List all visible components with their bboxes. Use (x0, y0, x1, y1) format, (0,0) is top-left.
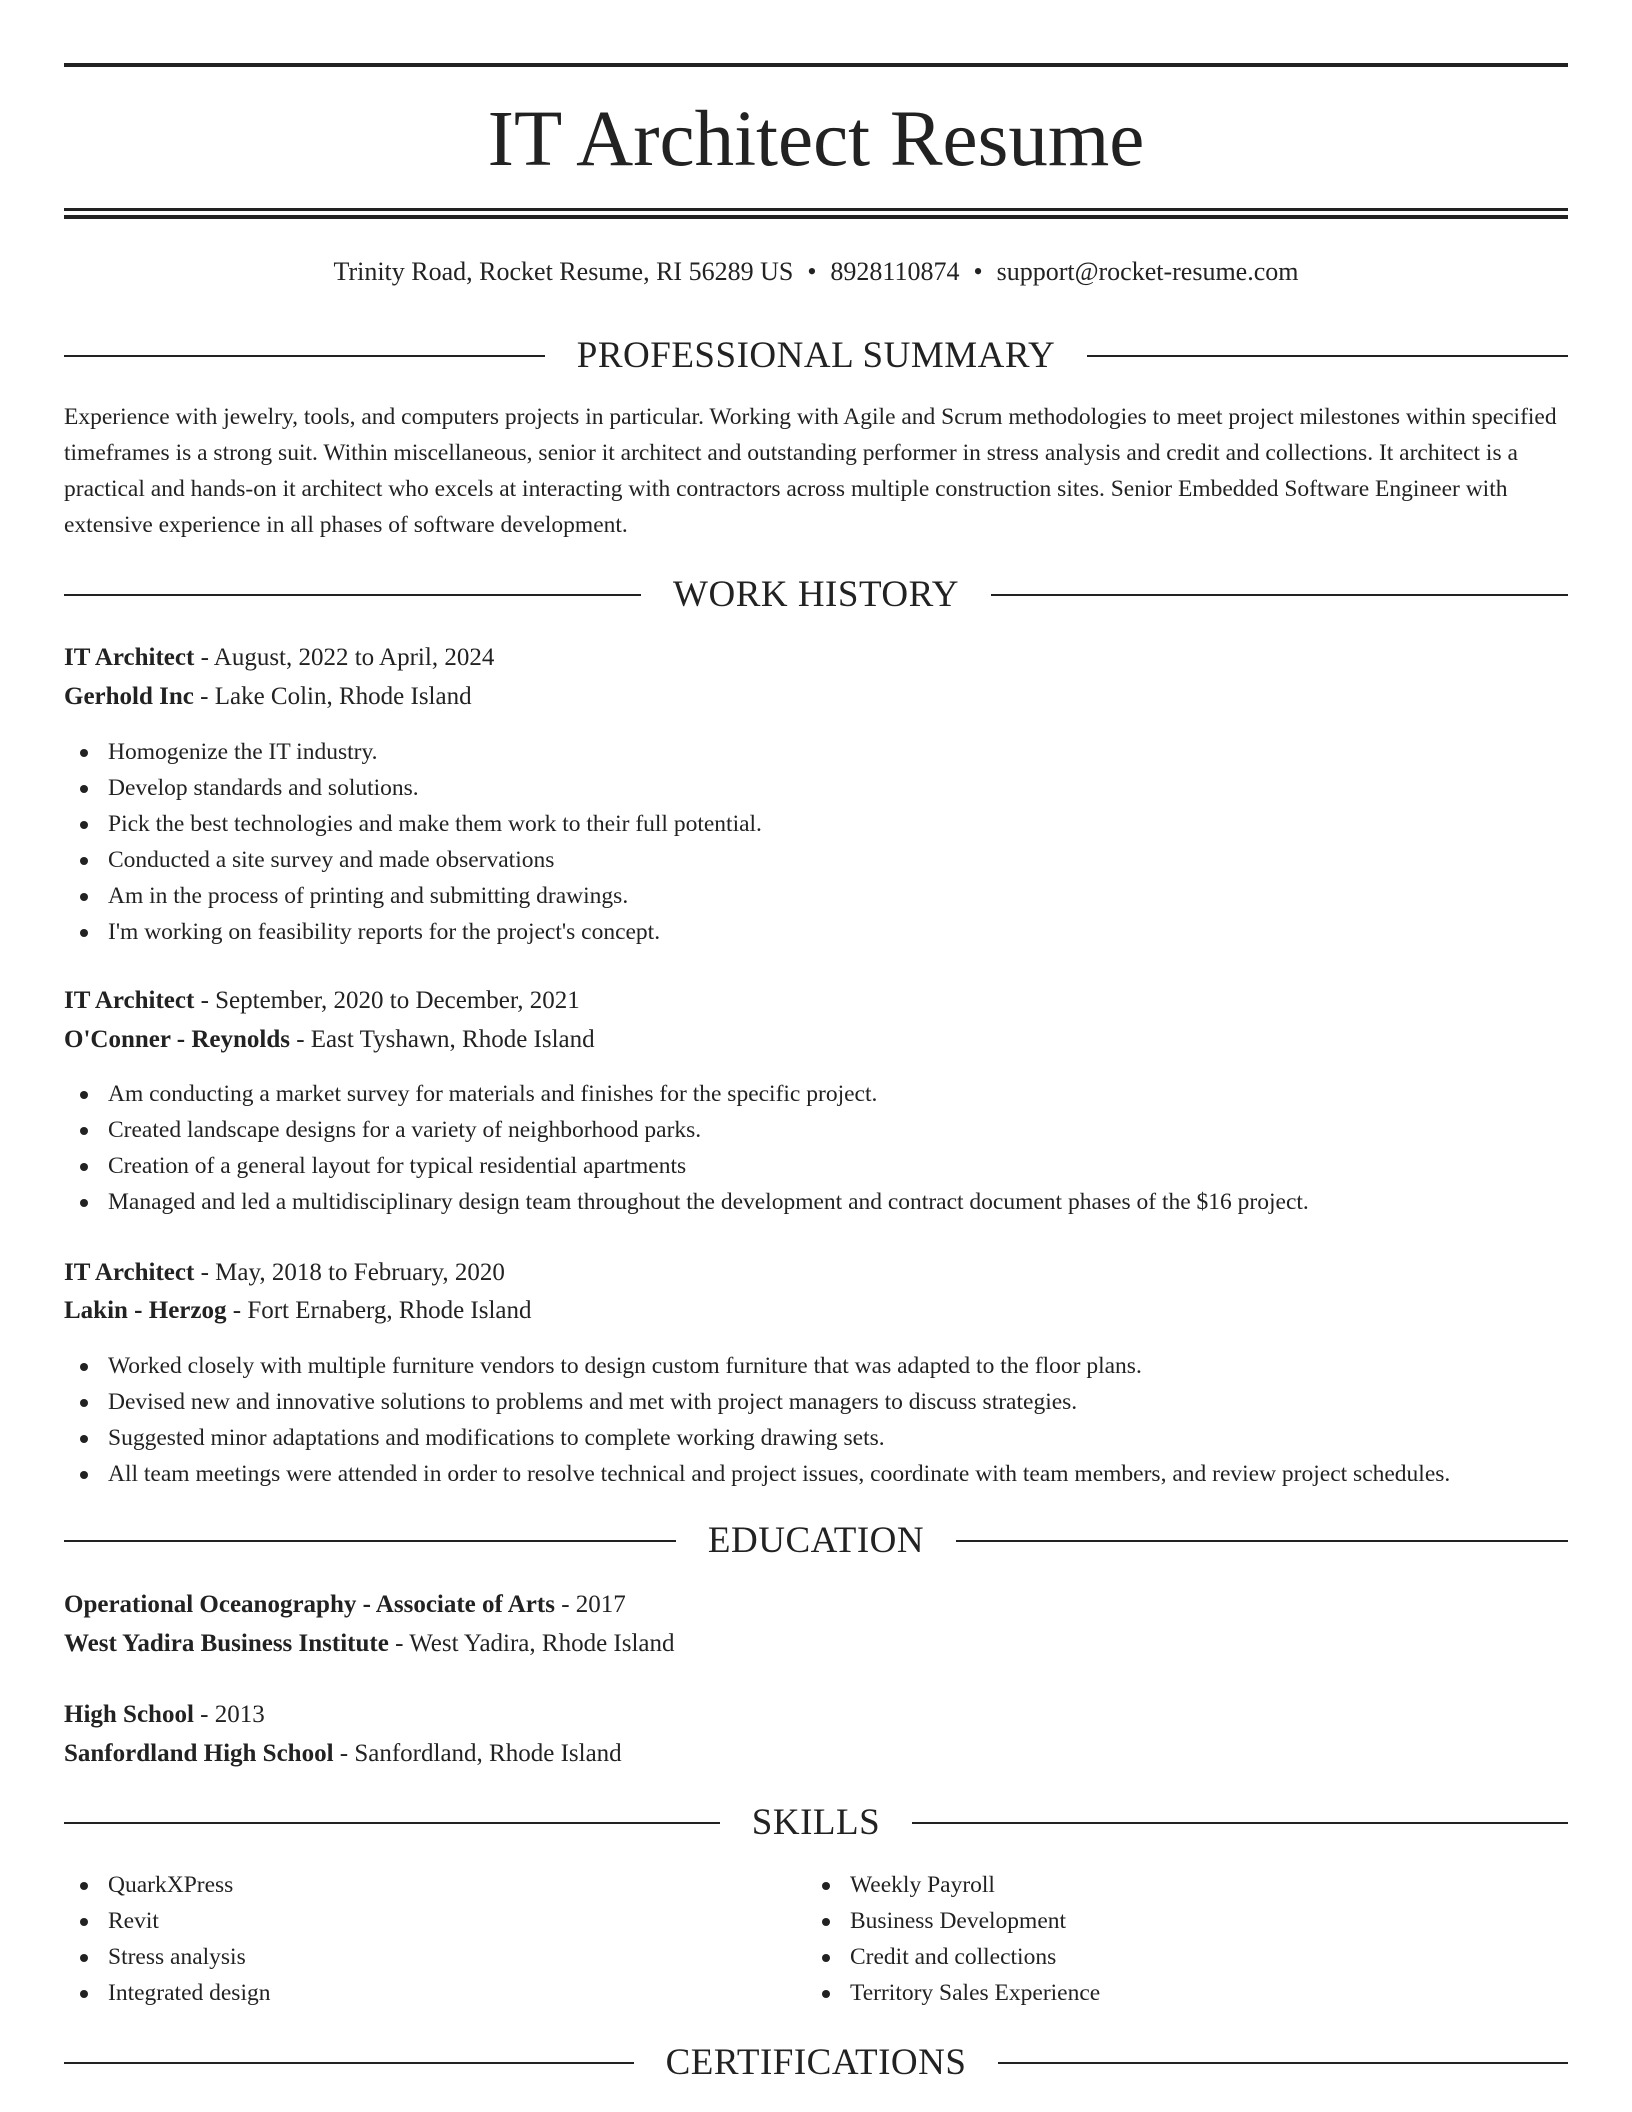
list-item: Am conducting a market survey for materials and finishes for the specific project. (64, 1076, 1568, 1112)
job-dates: - September, 2020 to December, 2021 (194, 987, 580, 1014)
contact-separator: • (807, 257, 817, 286)
job-dates: - May, 2018 to February, 2020 (194, 1259, 505, 1286)
list-item: Creation of a general layout for typical residential apartments (64, 1148, 1568, 1184)
job-location: - Fort Ernaberg, Rhode Island (226, 1297, 532, 1324)
education-school-line (64, 1737, 1568, 1771)
job-title-line (64, 1256, 1568, 1290)
education-degree: Operational Oceanography - Associate of Arts (64, 1591, 555, 1618)
section-title: WORK HISTORY (673, 574, 959, 615)
list-item: Develop standards and solutions. (64, 770, 1568, 806)
resume-title: IT Architect Resume (487, 96, 1145, 183)
section-rule (64, 2062, 634, 2064)
contact-address: Trinity Road, Rocket Resume, RI 56289 US (333, 257, 794, 286)
list-item: Am in the process of printing and submitting drawings. (64, 878, 1568, 914)
job-title: IT Architect (64, 1259, 195, 1286)
section-header-education (64, 1517, 1568, 1565)
skills-list-right (806, 1867, 1506, 2011)
list-item: All team meetings were attended in order to resolve technical and project issues, coordinate with team members, and review project schedules. (64, 1456, 1568, 1492)
section-title: CERTIFICATIONS (665, 2042, 967, 2083)
skill-item: Integrated design (64, 1975, 764, 2011)
list-item: Worked closely with multiple furniture vendors to design custom furniture that was adapted to the floor plans. (64, 1348, 1568, 1384)
section-title: SKILLS (751, 1802, 881, 1843)
contact-line (0, 255, 1632, 289)
job-company: Gerhold Inc (64, 683, 194, 710)
section-rule (1087, 355, 1568, 357)
skill-item: Credit and collections (806, 1939, 1506, 1975)
job-company: Lakin - Herzog (64, 1297, 227, 1324)
education-location: - West Yadira, Rhode Island (388, 1630, 675, 1657)
list-item: Managed and led a multidisciplinary design team throughout the development and contract document phases of the $16 project. (64, 1184, 1568, 1220)
job-title-line (64, 641, 1568, 675)
job-company-line (64, 1294, 1568, 1328)
section-header-certifications (64, 2039, 1568, 2087)
top-rule (64, 63, 1568, 67)
education-degree: High School (64, 1701, 194, 1728)
list-item: Homogenize the IT industry. (64, 734, 1568, 770)
summary-text: Experience with jewelry, tools, and computers projects in particular. Working with Agile and Scrum methodologies to meet project milestones within specified timeframes is a strong suit. Within miscellaneous, senior it architect and outstanding performer in stress analysis and credit and collections. It architect is a practical and hands-on it architect who excels at interacting with contractors across multiple construction sites. Senior Embedded Software Engineer with extensive experience in all phases of software development. (64, 404, 1557, 538)
skill-item: Territory Sales Experience (806, 1975, 1506, 2011)
skill-item: Stress analysis (64, 1939, 764, 1975)
education-year: - 2013 (193, 1701, 265, 1728)
job-bullets (64, 1348, 1568, 1492)
job-title: IT Architect (64, 987, 195, 1014)
list-item: Devised new and innovative solutions to problems and met with project managers to discuss strategies. (64, 1384, 1568, 1420)
list-item: I'm working on feasibility reports for the project's concept. (64, 914, 1568, 950)
section-rule (991, 594, 1568, 596)
section-rule (912, 1822, 1568, 1824)
job-company: O'Conner - Reynolds (64, 1026, 290, 1053)
section-header-skills (64, 1799, 1568, 1847)
contact-email: support@rocket-resume.com (996, 257, 1299, 286)
education-school-line (64, 1627, 1568, 1661)
title-double-rule (64, 208, 1568, 219)
job-title: IT Architect (64, 644, 195, 671)
education-school: West Yadira Business Institute (64, 1630, 389, 1657)
section-title: PROFESSIONAL SUMMARY (576, 335, 1056, 376)
skill-item: QuarkXPress (64, 1867, 764, 1903)
section-rule (64, 355, 545, 357)
list-item: Suggested minor adaptations and modifications to complete working drawing sets. (64, 1420, 1568, 1456)
education-degree-line (64, 1588, 1568, 1622)
section-rule (998, 2062, 1568, 2064)
job-company-line (64, 680, 1568, 714)
job-dates: - August, 2022 to April, 2024 (194, 644, 495, 671)
job-bullets (64, 734, 1568, 950)
education-location: - Sanfordland, Rhode Island (333, 1740, 622, 1767)
list-item: Created landscape designs for a variety of neighborhood parks. (64, 1112, 1568, 1148)
job-bullets (64, 1076, 1568, 1220)
section-header-work (64, 571, 1568, 619)
education-year: - 2017 (554, 1591, 626, 1618)
contact-separator: • (973, 257, 983, 286)
list-item: Pick the best technologies and make them work to their full potential. (64, 806, 1568, 842)
contact-phone: 8928110874 (830, 257, 960, 286)
job-title-line (64, 984, 1568, 1018)
skill-item: Weekly Payroll (806, 1867, 1506, 1903)
skill-item: Business Development (806, 1903, 1506, 1939)
section-header-summary (64, 332, 1568, 380)
list-item: Conducted a site survey and made observations (64, 842, 1568, 878)
job-company-line (64, 1023, 1568, 1057)
education-school: Sanfordland High School (64, 1740, 334, 1767)
section-title: EDUCATION (707, 1520, 925, 1561)
skills-list-left (64, 1867, 764, 2011)
skill-item: Revit (64, 1903, 764, 1939)
education-degree-line (64, 1698, 1568, 1732)
job-location: - Lake Colin, Rhode Island (193, 683, 472, 710)
job-location: - East Tyshawn, Rhode Island (289, 1026, 595, 1053)
section-rule (64, 1540, 676, 1542)
section-rule (956, 1540, 1568, 1542)
section-rule (64, 594, 641, 596)
section-rule (64, 1822, 720, 1824)
